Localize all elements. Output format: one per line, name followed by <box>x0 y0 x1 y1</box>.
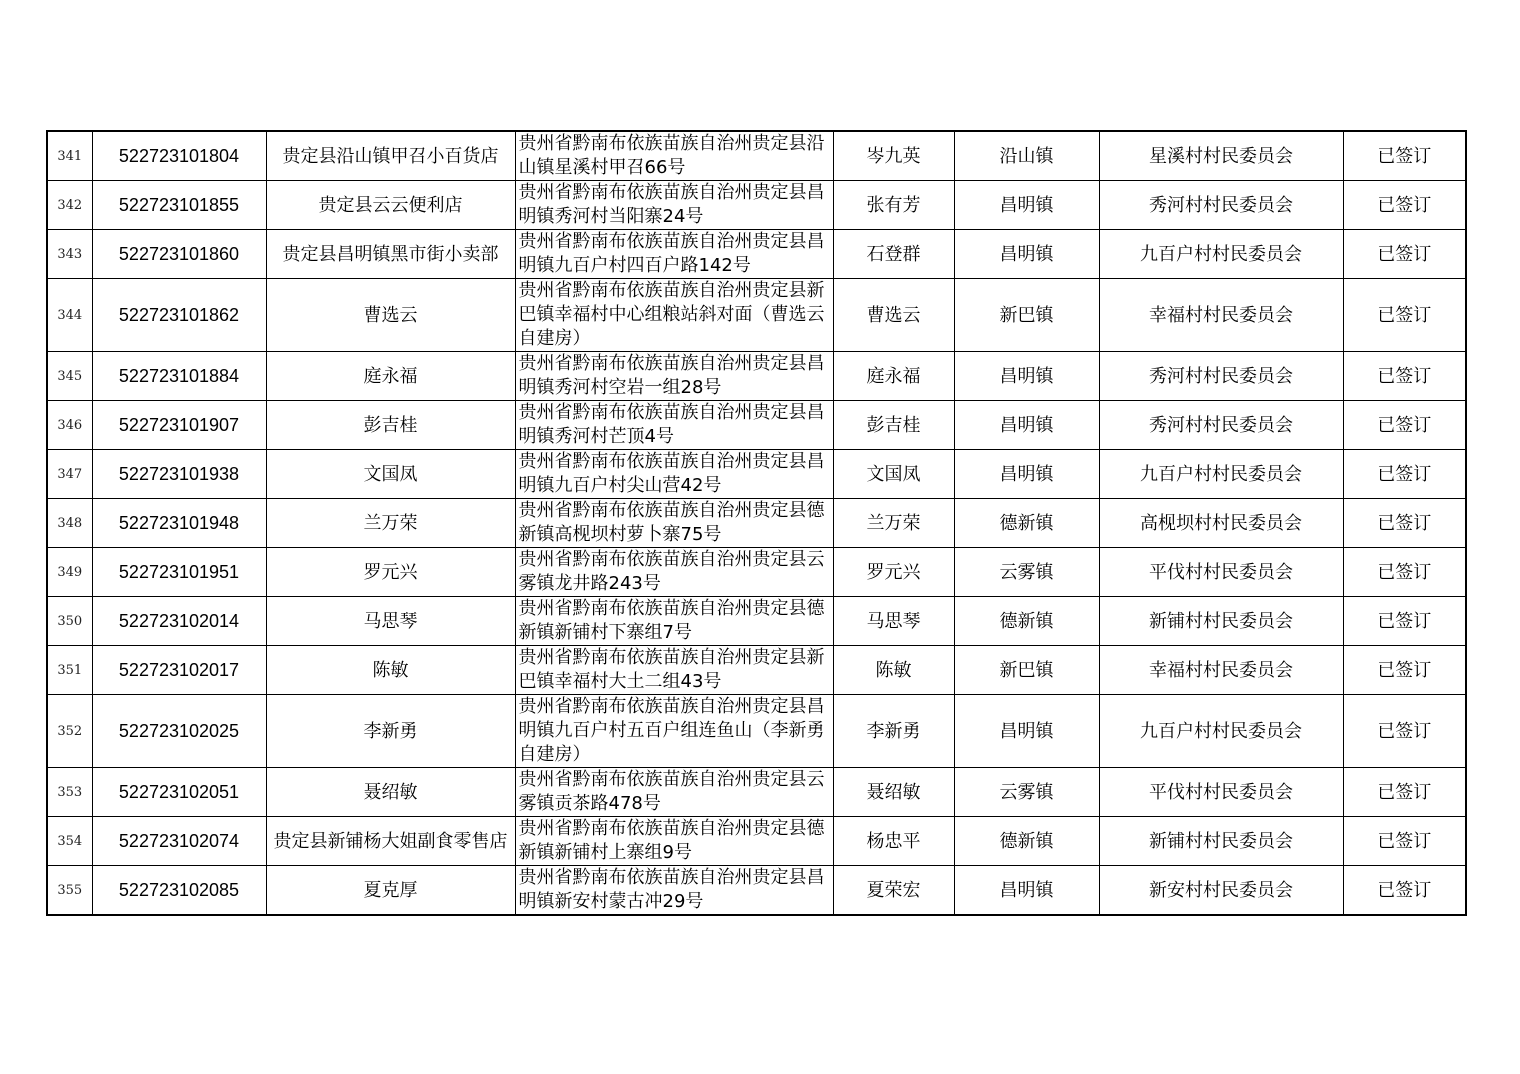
town-name: 昌明镇 <box>954 450 1099 499</box>
row-index: 344 <box>47 279 92 352</box>
shop-name: 陈敏 <box>266 646 515 695</box>
shop-address: 贵州省黔南布依族苗族自治州贵定县德新镇高枧坝村萝卜寨75号 <box>515 499 833 548</box>
unit-code: 522723101907 <box>92 401 266 450</box>
shop-name: 彭吉桂 <box>266 401 515 450</box>
sign-status: 已签订 <box>1343 499 1466 548</box>
contact-person: 聂绍敏 <box>833 768 954 817</box>
village-committee: 幸福村村民委员会 <box>1099 279 1343 352</box>
town-name: 德新镇 <box>954 597 1099 646</box>
row-index: 348 <box>47 499 92 548</box>
sign-status: 已签订 <box>1343 768 1466 817</box>
table-row <box>47 768 1466 817</box>
shop-name: 聂绍敏 <box>266 768 515 817</box>
sign-status: 已签订 <box>1343 279 1466 352</box>
table-row <box>47 695 1466 768</box>
sign-status: 已签订 <box>1343 131 1466 181</box>
row-index: 345 <box>47 352 92 401</box>
shop-name: 庭永福 <box>266 352 515 401</box>
unit-code: 522723102085 <box>92 866 266 916</box>
table-row <box>47 499 1466 548</box>
unit-code: 522723102014 <box>92 597 266 646</box>
unit-code: 522723101862 <box>92 279 266 352</box>
shop-address: 贵州省黔南布依族苗族自治州贵定县昌明镇新安村蒙古冲29号 <box>515 866 833 916</box>
contact-person: 李新勇 <box>833 695 954 768</box>
sign-status: 已签订 <box>1343 866 1466 916</box>
town-name: 新巴镇 <box>954 646 1099 695</box>
row-index: 341 <box>47 131 92 181</box>
village-committee: 秀河村村民委员会 <box>1099 401 1343 450</box>
village-committee: 九百户村村民委员会 <box>1099 450 1343 499</box>
shop-address: 贵州省黔南布依族苗族自治州贵定县昌明镇九百户村尖山营42号 <box>515 450 833 499</box>
contact-person: 文国凤 <box>833 450 954 499</box>
shop-address: 贵州省黔南布依族苗族自治州贵定县德新镇新铺村下寨组7号 <box>515 597 833 646</box>
shop-name: 曹选云 <box>266 279 515 352</box>
shop-name: 贵定县新铺杨大姐副食零售店 <box>266 817 515 866</box>
row-index: 353 <box>47 768 92 817</box>
sign-status: 已签订 <box>1343 352 1466 401</box>
unit-code: 522723102025 <box>92 695 266 768</box>
sign-status: 已签订 <box>1343 817 1466 866</box>
shop-address: 贵州省黔南布依族苗族自治州贵定县云雾镇贡茶路478号 <box>515 768 833 817</box>
table-row <box>47 450 1466 499</box>
table-row <box>47 352 1466 401</box>
unit-code: 522723101948 <box>92 499 266 548</box>
contact-person: 罗元兴 <box>833 548 954 597</box>
village-committee: 九百户村村民委员会 <box>1099 230 1343 279</box>
contact-person: 陈敏 <box>833 646 954 695</box>
unit-code: 522723101860 <box>92 230 266 279</box>
records-table <box>46 130 1467 916</box>
shop-name: 贵定县云云便利店 <box>266 181 515 230</box>
shop-name: 李新勇 <box>266 695 515 768</box>
sign-status: 已签订 <box>1343 181 1466 230</box>
town-name: 昌明镇 <box>954 695 1099 768</box>
town-name: 昌明镇 <box>954 181 1099 230</box>
table-row <box>47 597 1466 646</box>
table-row <box>47 131 1466 181</box>
sign-status: 已签订 <box>1343 597 1466 646</box>
table-row <box>47 401 1466 450</box>
village-committee: 秀河村村民委员会 <box>1099 352 1343 401</box>
village-committee: 新铺村村民委员会 <box>1099 817 1343 866</box>
row-index: 350 <box>47 597 92 646</box>
unit-code: 522723101884 <box>92 352 266 401</box>
table-row <box>47 181 1466 230</box>
row-index: 355 <box>47 866 92 916</box>
unit-code: 522723101938 <box>92 450 266 499</box>
records-body <box>47 131 1466 915</box>
village-committee: 高枧坝村村民委员会 <box>1099 499 1343 548</box>
village-committee: 秀河村村民委员会 <box>1099 181 1343 230</box>
row-index: 342 <box>47 181 92 230</box>
shop-name: 文国凤 <box>266 450 515 499</box>
row-index: 354 <box>47 817 92 866</box>
row-index: 347 <box>47 450 92 499</box>
shop-address: 贵州省黔南布依族苗族自治州贵定县新巴镇幸福村大土二组43号 <box>515 646 833 695</box>
town-name: 昌明镇 <box>954 352 1099 401</box>
shop-address: 贵州省黔南布依族苗族自治州贵定县昌明镇九百户村四百户路142号 <box>515 230 833 279</box>
town-name: 新巴镇 <box>954 279 1099 352</box>
sign-status: 已签订 <box>1343 230 1466 279</box>
table-row <box>47 548 1466 597</box>
sign-status: 已签订 <box>1343 646 1466 695</box>
contact-person: 岑九英 <box>833 131 954 181</box>
unit-code: 522723101804 <box>92 131 266 181</box>
shop-address: 贵州省黔南布依族苗族自治州贵定县云雾镇龙井路243号 <box>515 548 833 597</box>
town-name: 德新镇 <box>954 499 1099 548</box>
town-name: 云雾镇 <box>954 768 1099 817</box>
shop-address: 贵州省黔南布依族苗族自治州贵定县沿山镇星溪村甲召66号 <box>515 131 833 181</box>
town-name: 云雾镇 <box>954 548 1099 597</box>
town-name: 昌明镇 <box>954 401 1099 450</box>
shop-address: 贵州省黔南布依族苗族自治州贵定县昌明镇秀河村空岩一组28号 <box>515 352 833 401</box>
contact-person: 石登群 <box>833 230 954 279</box>
village-committee: 平伐村村民委员会 <box>1099 768 1343 817</box>
contact-person: 张有芳 <box>833 181 954 230</box>
village-committee: 新安村村民委员会 <box>1099 866 1343 916</box>
contact-person: 兰万荣 <box>833 499 954 548</box>
table-row <box>47 646 1466 695</box>
town-name: 德新镇 <box>954 817 1099 866</box>
village-committee: 幸福村村民委员会 <box>1099 646 1343 695</box>
village-committee: 平伐村村民委员会 <box>1099 548 1343 597</box>
shop-address: 贵州省黔南布依族苗族自治州贵定县昌明镇秀河村芒顶4号 <box>515 401 833 450</box>
contact-person: 夏荣宏 <box>833 866 954 916</box>
row-index: 343 <box>47 230 92 279</box>
shop-name: 罗元兴 <box>266 548 515 597</box>
shop-address: 贵州省黔南布依族苗族自治州贵定县昌明镇秀河村当阳寨24号 <box>515 181 833 230</box>
shop-name: 兰万荣 <box>266 499 515 548</box>
unit-code: 522723101855 <box>92 181 266 230</box>
village-committee: 新铺村村民委员会 <box>1099 597 1343 646</box>
row-index: 352 <box>47 695 92 768</box>
contact-person: 马思琴 <box>833 597 954 646</box>
sign-status: 已签订 <box>1343 695 1466 768</box>
shop-name: 夏克厚 <box>266 866 515 916</box>
table-row <box>47 866 1466 916</box>
unit-code: 522723102051 <box>92 768 266 817</box>
unit-code: 522723101951 <box>92 548 266 597</box>
contact-person: 杨忠平 <box>833 817 954 866</box>
sign-status: 已签订 <box>1343 548 1466 597</box>
town-name: 昌明镇 <box>954 230 1099 279</box>
contact-person: 曹选云 <box>833 279 954 352</box>
shop-name: 贵定县沿山镇甲召小百货店 <box>266 131 515 181</box>
town-name: 沿山镇 <box>954 131 1099 181</box>
shop-address: 贵州省黔南布依族苗族自治州贵定县新巴镇幸福村中心组粮站斜对面（曹选云自建房） <box>515 279 833 352</box>
row-index: 346 <box>47 401 92 450</box>
sign-status: 已签订 <box>1343 401 1466 450</box>
table-row <box>47 230 1466 279</box>
row-index: 351 <box>47 646 92 695</box>
shop-address: 贵州省黔南布依族苗族自治州贵定县昌明镇九百户村五百户组连鱼山（李新勇自建房） <box>515 695 833 768</box>
sign-status: 已签订 <box>1343 450 1466 499</box>
shop-name: 马思琴 <box>266 597 515 646</box>
shop-name: 贵定县昌明镇黑市街小卖部 <box>266 230 515 279</box>
unit-code: 522723102017 <box>92 646 266 695</box>
table-row <box>47 817 1466 866</box>
unit-code: 522723102074 <box>92 817 266 866</box>
village-committee: 星溪村村民委员会 <box>1099 131 1343 181</box>
contact-person: 彭吉桂 <box>833 401 954 450</box>
village-committee: 九百户村村民委员会 <box>1099 695 1343 768</box>
row-index: 349 <box>47 548 92 597</box>
contact-person: 庭永福 <box>833 352 954 401</box>
shop-address: 贵州省黔南布依族苗族自治州贵定县德新镇新铺村上寨组9号 <box>515 817 833 866</box>
table-row <box>47 279 1466 352</box>
town-name: 昌明镇 <box>954 866 1099 916</box>
